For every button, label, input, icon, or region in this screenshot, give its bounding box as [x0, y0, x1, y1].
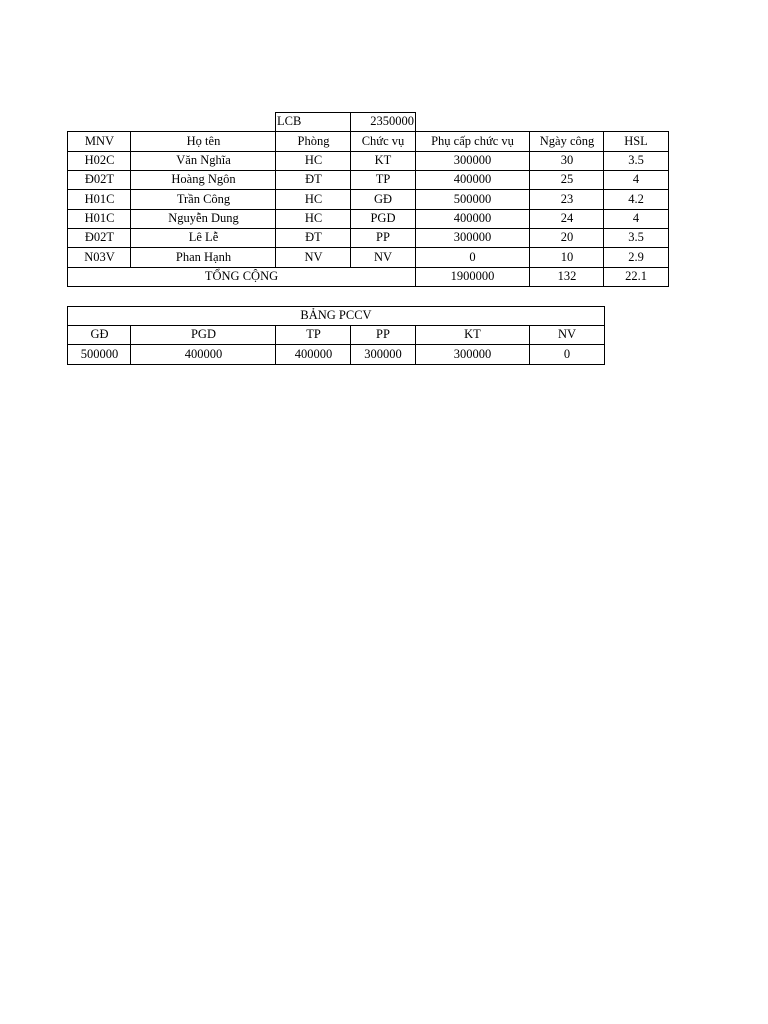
pccv-header-gd: GĐ	[90, 327, 109, 341]
total-days: 132	[557, 269, 577, 283]
cell-chuc-vu: NV	[373, 250, 393, 264]
pccv-value-pgd: 400000	[184, 347, 223, 361]
cell-phong: ĐT	[305, 230, 322, 244]
grid-line	[604, 306, 605, 365]
pccv-value-gd: 500000	[80, 347, 119, 361]
grid-line	[67, 189, 669, 190]
cell-ngay-cong: 30	[560, 153, 574, 167]
cell-ngay-cong: 20	[560, 230, 574, 244]
grid-line	[275, 325, 276, 365]
cell-phu-cap: 300000	[453, 153, 492, 167]
cell-phu-cap: 300000	[453, 230, 492, 244]
cell-phu-cap: 400000	[453, 211, 492, 225]
cell-chuc-vu: GĐ	[373, 192, 393, 206]
cell-ho-ten: Hoàng Ngôn	[171, 172, 236, 186]
grid-line	[67, 344, 605, 345]
grid-line	[67, 170, 669, 171]
pccv-value-pp: 300000	[364, 347, 402, 361]
grid-line	[668, 131, 669, 287]
cell-mnv: H01C	[84, 211, 115, 225]
cell-ngay-cong: 24	[560, 211, 574, 225]
grid-line	[130, 325, 131, 365]
grid-line	[67, 306, 605, 307]
cell-chuc-vu: KT	[374, 153, 392, 167]
lcb-value: 2350000	[370, 114, 414, 128]
grid-line	[350, 131, 351, 267]
pccv-value-tp: 400000	[294, 347, 333, 361]
cell-hsl: 2.9	[628, 250, 644, 264]
grid-line	[350, 325, 351, 365]
cell-phu-cap: 500000	[453, 192, 492, 206]
grid-line	[67, 131, 669, 132]
pccv-value-kt: 300000	[453, 347, 492, 361]
grid-line	[275, 112, 276, 132]
cell-phong: HC	[304, 192, 323, 206]
cell-mnv: Đ02T	[84, 230, 115, 244]
header-phong: Phòng	[297, 134, 330, 148]
cell-phong: HC	[304, 211, 323, 225]
grid-line	[67, 247, 669, 248]
cell-chuc-vu: PP	[376, 230, 390, 244]
header-hsl: HSL	[624, 134, 648, 148]
total-label: TỔNG CỘNG	[204, 269, 279, 283]
grid-line	[350, 112, 351, 132]
cell-mnv: H02C	[84, 153, 115, 167]
cell-phong: HC	[304, 153, 323, 167]
cell-hsl: 3.5	[628, 230, 644, 244]
total-allowance: 1900000	[450, 269, 495, 283]
grid-line	[67, 267, 669, 268]
pccv-header-kt: KT	[464, 327, 481, 341]
pccv-header-pgd: PGD	[190, 327, 216, 341]
cell-ngay-cong: 10	[560, 250, 574, 264]
lcb-label: LCB	[277, 114, 302, 128]
cell-ngay-cong: 25	[560, 172, 574, 186]
grid-line	[529, 131, 530, 287]
grid-line	[67, 151, 669, 152]
header-ho-ten: Họ tên	[186, 134, 221, 148]
cell-ngay-cong: 23	[560, 192, 574, 206]
cell-chuc-vu: PGD	[370, 211, 396, 225]
cell-hsl: 4	[632, 211, 640, 225]
cell-mnv: N03V	[84, 250, 115, 264]
cell-ho-ten: Trần Công	[176, 192, 231, 206]
cell-ho-ten: Văn Nghĩa	[176, 153, 231, 167]
grid-line	[67, 325, 605, 326]
pccv-title: BẢNG PCCV	[300, 308, 372, 322]
cell-ho-ten: Lê Lễ	[188, 230, 219, 244]
grid-line	[415, 325, 416, 365]
cell-chuc-vu: TP	[375, 172, 391, 186]
grid-line	[67, 228, 669, 229]
cell-mnv: H01C	[84, 192, 115, 206]
header-ngay-cong: Ngày công	[539, 134, 595, 148]
grid-line	[529, 325, 530, 365]
header-chuc-vu: Chức vụ	[361, 134, 405, 148]
cell-hsl: 3.5	[628, 153, 644, 167]
header-mnv: MNV	[84, 134, 115, 148]
grid-line	[67, 364, 605, 365]
cell-phu-cap: 0	[469, 250, 476, 264]
grid-line	[67, 306, 68, 365]
cell-phong: ĐT	[305, 172, 322, 186]
cell-phu-cap: 400000	[453, 172, 492, 186]
grid-line	[275, 112, 416, 113]
total-hsl: 22.1	[625, 269, 647, 283]
grid-line	[415, 112, 416, 132]
grid-line	[67, 286, 669, 287]
cell-mnv: Đ02T	[84, 172, 115, 186]
grid-line	[130, 131, 131, 267]
grid-line	[603, 131, 604, 287]
header-phu-cap: Phụ cấp chức vụ	[431, 134, 514, 148]
grid-line	[67, 209, 669, 210]
pccv-value-nv: 0	[563, 347, 571, 361]
pccv-header-pp: PP	[376, 327, 390, 341]
cell-hsl: 4.2	[628, 192, 644, 206]
pccv-header-nv: NV	[557, 327, 577, 341]
grid-line	[275, 131, 276, 267]
pccv-header-tp: TP	[306, 327, 321, 341]
cell-hsl: 4	[632, 172, 640, 186]
cell-phong: NV	[304, 250, 323, 264]
grid-line	[415, 131, 416, 287]
cell-ho-ten: Nguyễn Dung	[168, 211, 239, 225]
grid-line	[67, 131, 68, 287]
cell-ho-ten: Phan Hạnh	[175, 250, 232, 264]
